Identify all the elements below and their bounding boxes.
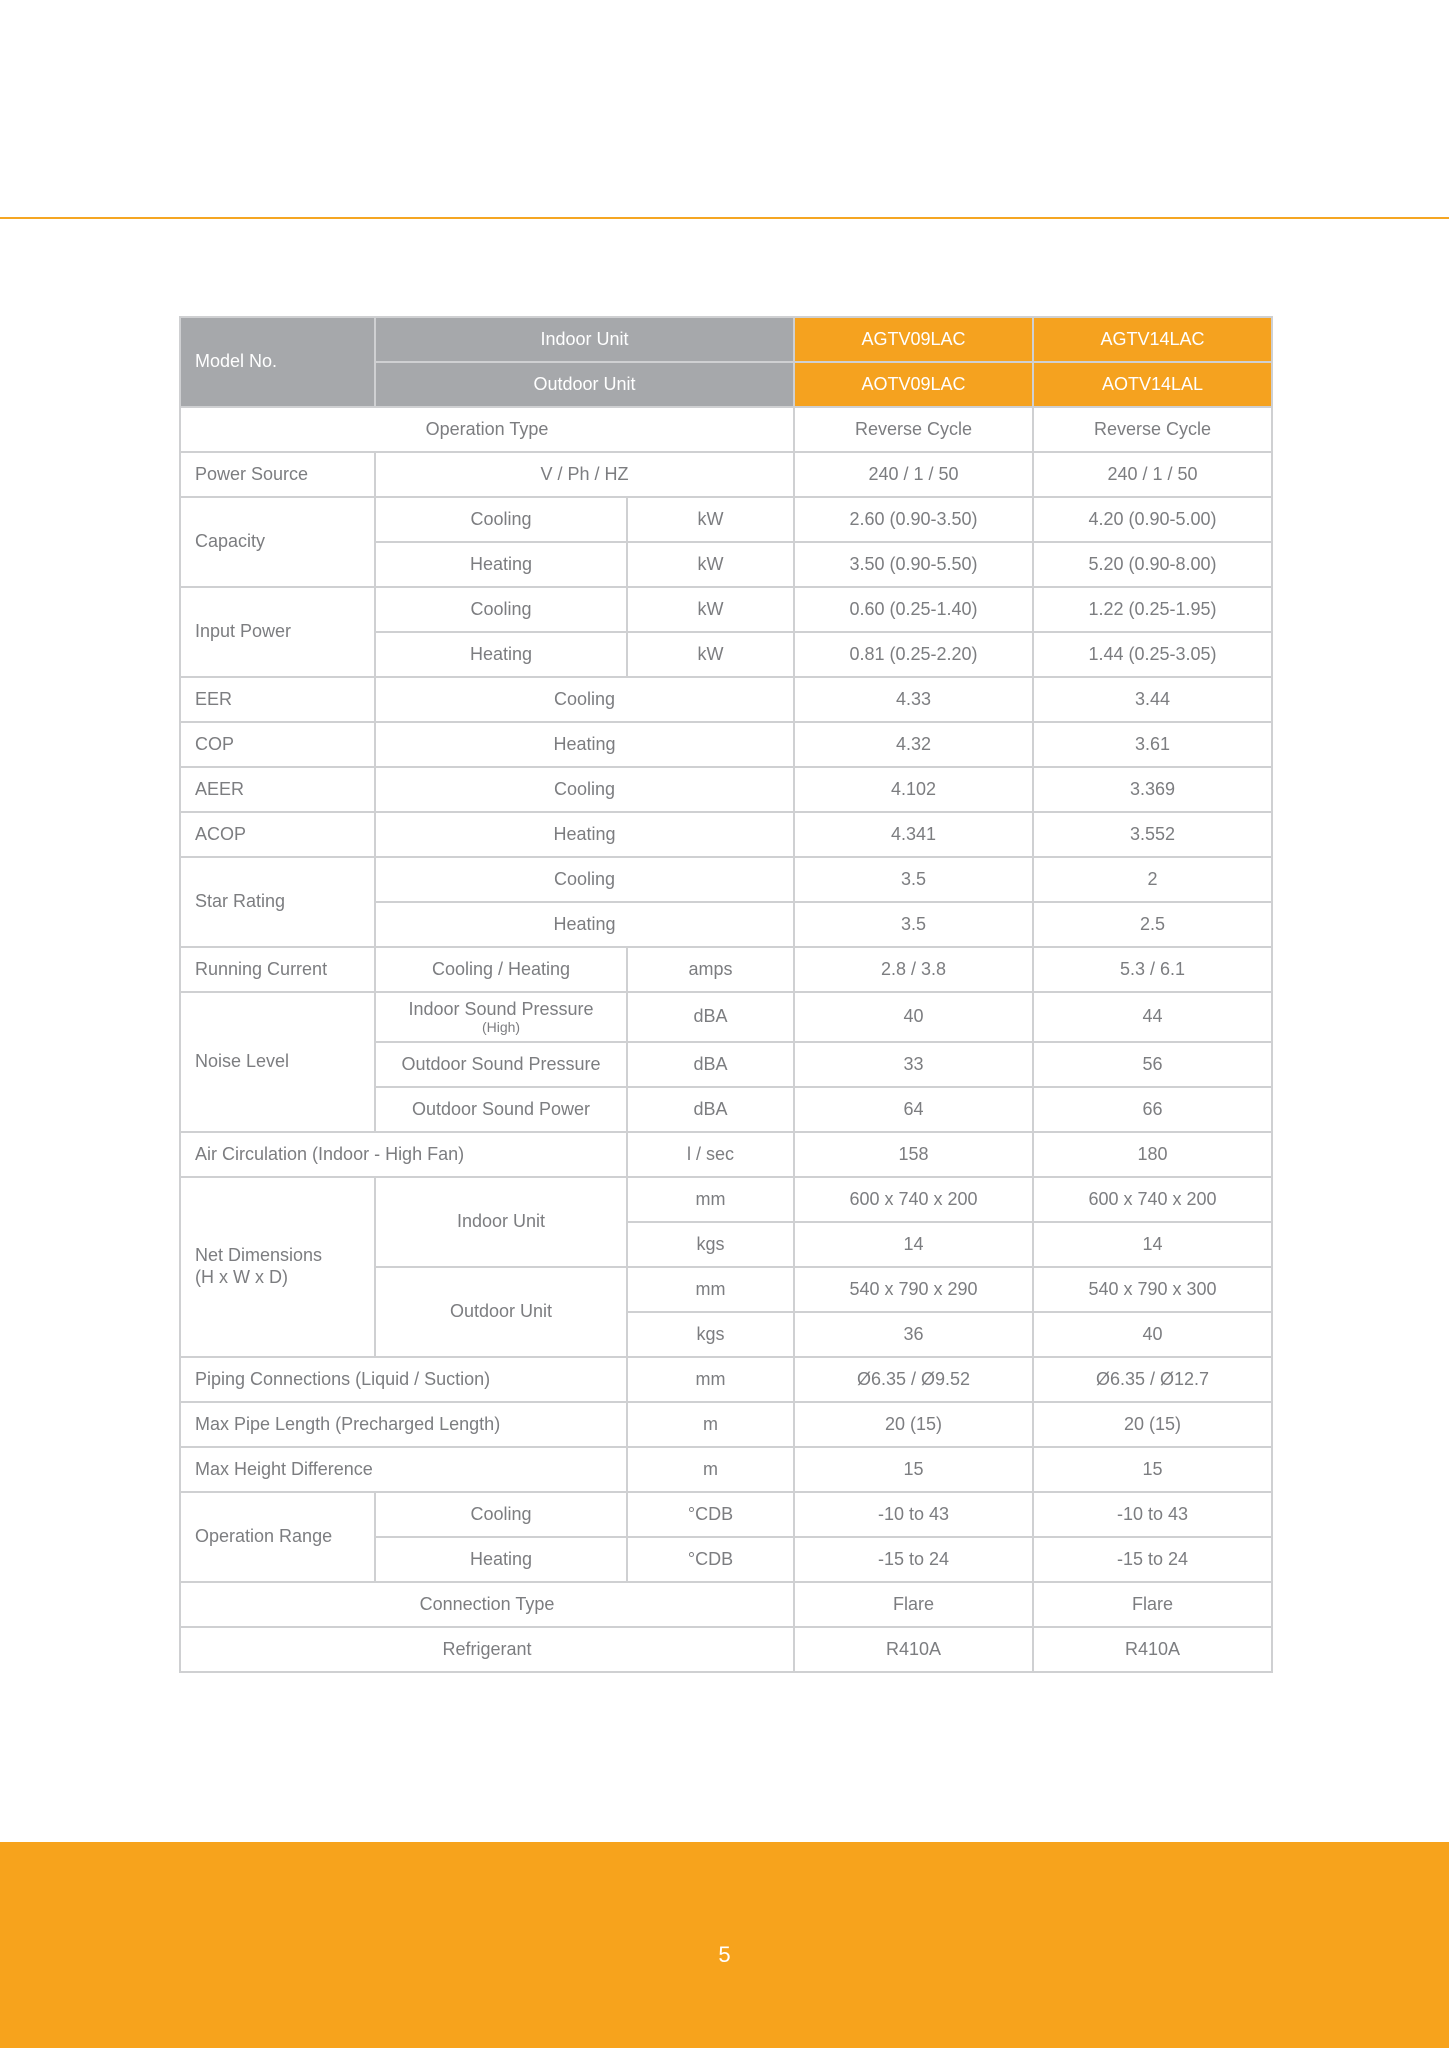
- table-cell: 4.20 (0.90-5.00): [1033, 497, 1272, 542]
- table-cell: 600 x 740 x 200: [1033, 1177, 1272, 1222]
- unit-cell: °CDB: [627, 1492, 794, 1537]
- table-row: [180, 857, 1272, 902]
- table-cell: 240 / 1 / 50: [1033, 452, 1272, 497]
- table-cell: Outdoor Sound Pressure: [375, 1042, 627, 1087]
- table-row: [180, 1357, 1272, 1402]
- table-cell: 3.552: [1033, 812, 1272, 857]
- star-rating-label: Star Rating: [180, 857, 375, 947]
- table-cell: Cooling: [375, 587, 627, 632]
- indoor-sound-pressure-label: Indoor Sound Pressure: [408, 998, 594, 1019]
- model-no-label: Model No.: [180, 317, 375, 407]
- table-cell: 180: [1033, 1132, 1272, 1177]
- table-row: [180, 1132, 1272, 1177]
- table-cell: 5.20 (0.90-8.00): [1033, 542, 1272, 587]
- header-row-indoor: [180, 317, 1272, 362]
- table-cell: 56: [1033, 1042, 1272, 1087]
- table-cell: 2.5: [1033, 902, 1272, 947]
- table-cell: R410A: [794, 1627, 1033, 1672]
- table-row: [180, 1627, 1272, 1672]
- table-cell: Cooling: [375, 1492, 627, 1537]
- unit-cell: dBA: [627, 1042, 794, 1087]
- table-cell: 4.32: [794, 722, 1033, 767]
- table-cell: 33: [794, 1042, 1033, 1087]
- table-row: [180, 767, 1272, 812]
- indoor-unit-header: Indoor Unit: [375, 317, 794, 362]
- table-cell: Cooling: [375, 767, 794, 812]
- table-cell: 66: [1033, 1087, 1272, 1132]
- table-cell: 0.81 (0.25-2.20): [794, 632, 1033, 677]
- table-cell: 3.61: [1033, 722, 1272, 767]
- eer-label: EER: [180, 677, 375, 722]
- table-cell: 20 (15): [794, 1402, 1033, 1447]
- connection-type-label: Connection Type: [180, 1582, 794, 1627]
- net-dimensions-indoor-label: Indoor Unit: [375, 1177, 627, 1267]
- table-cell: 64: [794, 1087, 1033, 1132]
- unit-cell: kgs: [627, 1222, 794, 1267]
- table-cell: 3.369: [1033, 767, 1272, 812]
- table-cell: 4.341: [794, 812, 1033, 857]
- table-cell: Cooling: [375, 497, 627, 542]
- table-row: [180, 1177, 1272, 1222]
- table-row: [180, 1447, 1272, 1492]
- table-cell: 2.60 (0.90-3.50): [794, 497, 1033, 542]
- table-row: [180, 812, 1272, 857]
- table-cell: 1.44 (0.25-3.05): [1033, 632, 1272, 677]
- table-cell: 44: [1033, 992, 1272, 1042]
- table-row: [180, 947, 1272, 992]
- table-cell: 5.3 / 6.1: [1033, 947, 1272, 992]
- spec-table: [179, 316, 1273, 1673]
- table-cell: 240 / 1 / 50: [794, 452, 1033, 497]
- table-cell: 540 x 790 x 290: [794, 1267, 1033, 1312]
- table-row: [180, 992, 1272, 1042]
- power-source-label: Power Source: [180, 452, 375, 497]
- unit-cell: kW: [627, 632, 794, 677]
- table-cell: 20 (15): [1033, 1402, 1272, 1447]
- table-cell: 1.22 (0.25-1.95): [1033, 587, 1272, 632]
- top-rule: [0, 217, 1449, 219]
- model-1-outdoor: AOTV09LAC: [794, 362, 1033, 407]
- table-cell: 40: [1033, 1312, 1272, 1357]
- table-cell: Heating: [375, 722, 794, 767]
- table-cell: -15 to 24: [1033, 1537, 1272, 1582]
- table-cell: 15: [1033, 1447, 1272, 1492]
- table-cell: Ø6.35 / Ø12.7: [1033, 1357, 1272, 1402]
- table-cell: 3.50 (0.90-5.50): [794, 542, 1033, 587]
- table-cell: 40: [794, 992, 1033, 1042]
- unit-cell: dBA: [627, 992, 794, 1042]
- table-cell: 15: [794, 1447, 1033, 1492]
- net-dimensions-line1: Net Dimensions: [195, 1245, 323, 1266]
- table-row: [180, 1582, 1272, 1627]
- operation-range-label: Operation Range: [180, 1492, 375, 1582]
- max-height-label: Max Height Difference: [180, 1447, 627, 1492]
- max-pipe-label: Max Pipe Length (Precharged Length): [180, 1402, 627, 1447]
- unit-cell: mm: [627, 1177, 794, 1222]
- table-row: [180, 587, 1272, 632]
- table-cell: Heating: [375, 632, 627, 677]
- unit-cell: m: [627, 1447, 794, 1492]
- model-1-indoor: AGTV09LAC: [794, 317, 1033, 362]
- unit-cell: kgs: [627, 1312, 794, 1357]
- acop-label: ACOP: [180, 812, 375, 857]
- unit-cell: mm: [627, 1357, 794, 1402]
- table-cell: 0.60 (0.25-1.40): [794, 587, 1033, 632]
- table-cell: -15 to 24: [794, 1537, 1033, 1582]
- table-row: [180, 497, 1272, 542]
- table-cell: 4.102: [794, 767, 1033, 812]
- table-cell: 158: [794, 1132, 1033, 1177]
- outdoor-unit-header: Outdoor Unit: [375, 362, 794, 407]
- table-row: [180, 722, 1272, 767]
- table-cell: Heating: [375, 812, 794, 857]
- table-cell: 2.8 / 3.8: [794, 947, 1033, 992]
- table-cell: R410A: [1033, 1627, 1272, 1672]
- capacity-label: Capacity: [180, 497, 375, 587]
- refrigerant-label: Refrigerant: [180, 1627, 794, 1672]
- page-number: 5: [718, 1942, 731, 1967]
- power-source-spec: V / Ph / HZ: [375, 452, 794, 497]
- model-2-indoor: AGTV14LAC: [1033, 317, 1272, 362]
- table-cell: Ø6.35 / Ø9.52: [794, 1357, 1033, 1402]
- table-cell: 14: [794, 1222, 1033, 1267]
- table-cell: Heating: [375, 902, 794, 947]
- table-cell: 2: [1033, 857, 1272, 902]
- unit-cell: l / sec: [627, 1132, 794, 1177]
- table-cell: 600 x 740 x 200: [794, 1177, 1033, 1222]
- cop-label: COP: [180, 722, 375, 767]
- table-cell: -10 to 43: [1033, 1492, 1272, 1537]
- indoor-sound-pressure-cell: [375, 992, 627, 1042]
- unit-cell: kW: [627, 587, 794, 632]
- aeer-label: AEER: [180, 767, 375, 812]
- unit-cell: kW: [627, 542, 794, 587]
- table-cell: Outdoor Sound Power: [375, 1087, 627, 1132]
- table-cell: 4.33: [794, 677, 1033, 722]
- net-dimensions-outdoor-label: Outdoor Unit: [375, 1267, 627, 1357]
- unit-cell: mm: [627, 1267, 794, 1312]
- operation-type-label: Operation Type: [180, 407, 794, 452]
- model-2-outdoor: AOTV14LAL: [1033, 362, 1272, 407]
- piping-label: Piping Connections (Liquid / Suction): [180, 1357, 627, 1402]
- table-row: [180, 407, 1272, 452]
- air-circulation-label: Air Circulation (Indoor - High Fan): [180, 1132, 627, 1177]
- table-cell: 3.5: [794, 857, 1033, 902]
- unit-cell: dBA: [627, 1087, 794, 1132]
- indoor-sound-pressure-sub: (High): [481, 1019, 521, 1036]
- unit-cell: °CDB: [627, 1537, 794, 1582]
- footer-band: [0, 1842, 1449, 2048]
- net-dimensions-label: [180, 1177, 375, 1357]
- unit-cell: amps: [627, 947, 794, 992]
- table-cell: Cooling / Heating: [375, 947, 627, 992]
- table-cell: Heating: [375, 1537, 627, 1582]
- table-cell: Reverse Cycle: [1033, 407, 1272, 452]
- net-dimensions-line2: (H x W x D): [195, 1267, 288, 1287]
- running-current-label: Running Current: [180, 947, 375, 992]
- table-cell: 14: [1033, 1222, 1272, 1267]
- table-cell: -10 to 43: [794, 1492, 1033, 1537]
- table-cell: Heating: [375, 542, 627, 587]
- table-cell: 36: [794, 1312, 1033, 1357]
- table-cell: 3.44: [1033, 677, 1272, 722]
- unit-cell: kW: [627, 497, 794, 542]
- table-row: [180, 1402, 1272, 1447]
- table-row: [180, 1492, 1272, 1537]
- table-cell: 540 x 790 x 300: [1033, 1267, 1272, 1312]
- table-row: [180, 452, 1272, 497]
- table-cell: Reverse Cycle: [794, 407, 1033, 452]
- table-cell: Cooling: [375, 677, 794, 722]
- table-row: [180, 677, 1272, 722]
- input-power-label: Input Power: [180, 587, 375, 677]
- unit-cell: m: [627, 1402, 794, 1447]
- table-cell: Flare: [1033, 1582, 1272, 1627]
- table-cell: Cooling: [375, 857, 794, 902]
- table-cell: 3.5: [794, 902, 1033, 947]
- table-cell: Flare: [794, 1582, 1033, 1627]
- noise-level-label: Noise Level: [180, 992, 375, 1132]
